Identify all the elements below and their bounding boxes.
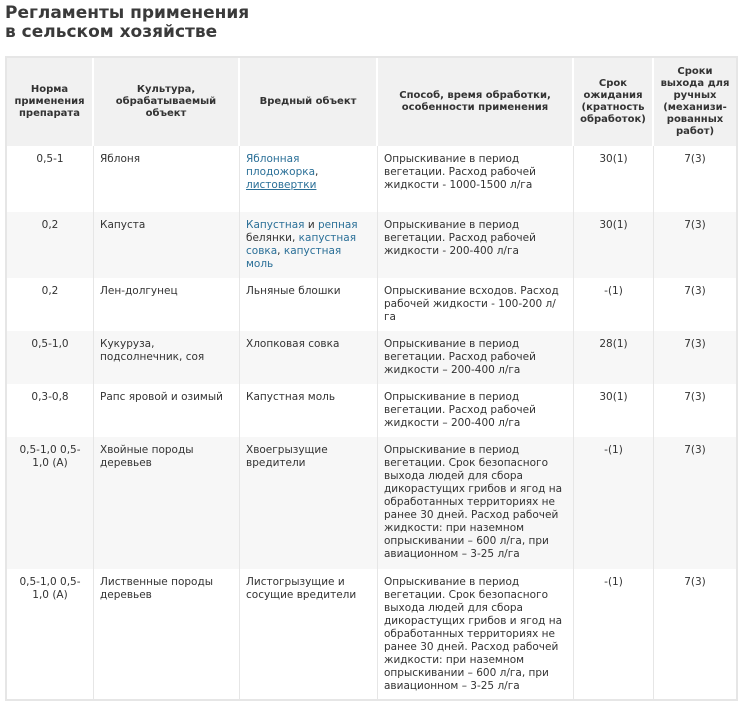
page-title — [5, 4, 249, 42]
cell-norm: 0,5-1,0 — [7, 331, 94, 384]
pest-link[interactable]: капустная моль — [246, 245, 342, 270]
cell-waiting: 30(1) — [574, 384, 654, 437]
cell-exit: 7(3) — [684, 153, 706, 165]
pest-link[interactable]: Капустная — [246, 219, 305, 231]
cell-culture: Рапс яровой и озимый — [94, 384, 240, 437]
cell-pest: Хлопковая совка — [240, 331, 378, 384]
cell-culture: Хвойные породы деревьев — [94, 437, 240, 569]
pest-separator: белянки, — [246, 232, 299, 244]
pest-separator: , — [277, 245, 284, 257]
cell-norm: 0,5-1,0 0,5-1,0 (А) — [7, 569, 94, 699]
cell-culture: Лен-долгунец — [94, 278, 240, 331]
header-exit: Сроки выхода для ручных (механизи-рованных работ) — [654, 58, 736, 146]
cell-exit: 7(3) — [654, 331, 736, 384]
cell-culture: Лиственные породы деревьев — [94, 569, 240, 699]
table-row — [7, 146, 736, 212]
cell-method: Опрыскивание в период вегетации. Расход рабочей жидкости - 200-400 л/га — [378, 212, 574, 278]
cell-method: Опрыскивание в период вегетации. Расход рабочей жидкости – 200-400 л/га — [378, 331, 574, 384]
cell-exit: 7(3) — [654, 212, 736, 278]
header-culture: Культура, обрабатываемый объект — [94, 58, 240, 146]
cell-culture: Капуста — [94, 212, 240, 278]
header-waiting: Срок ожидания (кратность обработок) — [574, 58, 654, 146]
table-row — [7, 278, 736, 331]
table-row — [7, 331, 736, 384]
cell-norm: 0,5-1 — [7, 146, 94, 212]
cell-exit: 7(3) — [684, 285, 706, 297]
cell-method: Опрыскивание всходов. Расход рабочей жидкости - 100-200 л/га — [378, 278, 574, 331]
table-row — [7, 212, 736, 278]
cell-method: Опрыскивание в период вегетации. Расход рабочей жидкости - 1000-1500 л/га — [378, 146, 574, 212]
table-row — [7, 569, 736, 699]
cell-pest: Листогрызущие и сосущие вредители — [240, 569, 378, 699]
cell-norm: 0,2 — [7, 212, 94, 278]
cell-culture: Кукуруза, подсолнечник, соя — [94, 331, 240, 384]
cell-waiting: 30(1) — [574, 212, 654, 278]
pest-link[interactable]: репная — [317, 219, 358, 231]
cell-waiting: -(1) — [574, 278, 654, 331]
header-method: Способ, время обработки, особенности применения — [378, 58, 574, 146]
page-title-line2: в сельском хозяйстве — [5, 22, 218, 42]
cell-norm: 0,2 — [7, 278, 94, 331]
header-pest: Вредный объект — [240, 58, 378, 146]
cell-method: Опрыскивание в период вегетации. Срок безопасного выхода людей для сбора дикорастущих грибов и ягод на обработанных территориях не ранее 30 дней. Расход рабочей жидкости: при наземном опрыскивании – 600 л/га, при авиационном – 3-25 л/га — [378, 437, 574, 569]
cell-method: Опрыскивание в период вегетации. Расход рабочей жидкости – 200-400 л/га — [378, 384, 574, 437]
cell-exit: 7(3) — [684, 391, 706, 403]
pest-separator: и — [304, 219, 318, 231]
pest-link[interactable]: капустная совка — [246, 232, 357, 257]
cell-waiting: -(1) — [574, 437, 654, 569]
regulations-table — [5, 56, 738, 701]
cell-waiting: -(1) — [574, 569, 654, 699]
cell-norm: 0,3-0,8 — [7, 384, 94, 437]
table-row — [7, 384, 736, 437]
cell-pest: Капустная моль — [240, 384, 378, 437]
header-norm: Норма применения препарата — [7, 58, 94, 146]
pest-link[interactable]: листовертки — [246, 179, 317, 191]
cell-method: Опрыскивание в период вегетации. Срок безопасного выхода людей для сбора дикорастущих грибов и ягод на обработанных территориях не ранее 30 дней. Расход рабочей жидкости: при наземном опрыскивании – 600 л/га, при авиационном – 3-25 л/га — [378, 569, 574, 699]
table-row — [7, 437, 736, 569]
cell-waiting: 28(1) — [574, 331, 654, 384]
cell-pest — [240, 146, 378, 212]
cell-exit: 7(3) — [654, 437, 736, 569]
table-header-row — [7, 58, 736, 146]
cell-waiting: 30(1) — [574, 146, 654, 212]
cell-culture: Яблоня — [94, 146, 240, 212]
cell-pest — [240, 212, 378, 278]
cell-pest: Льняные блошки — [240, 278, 378, 331]
pest-link[interactable]: Яблонная плодожорка — [246, 153, 316, 178]
cell-norm: 0,5-1,0 0,5-1,0 (А) — [7, 437, 94, 569]
pest-separator: , — [315, 166, 319, 178]
cell-exit: 7(3) — [684, 576, 706, 588]
page-title-line1: Регламенты применения — [5, 3, 250, 23]
cell-pest: Хвоегрызущие вредители — [240, 437, 378, 569]
